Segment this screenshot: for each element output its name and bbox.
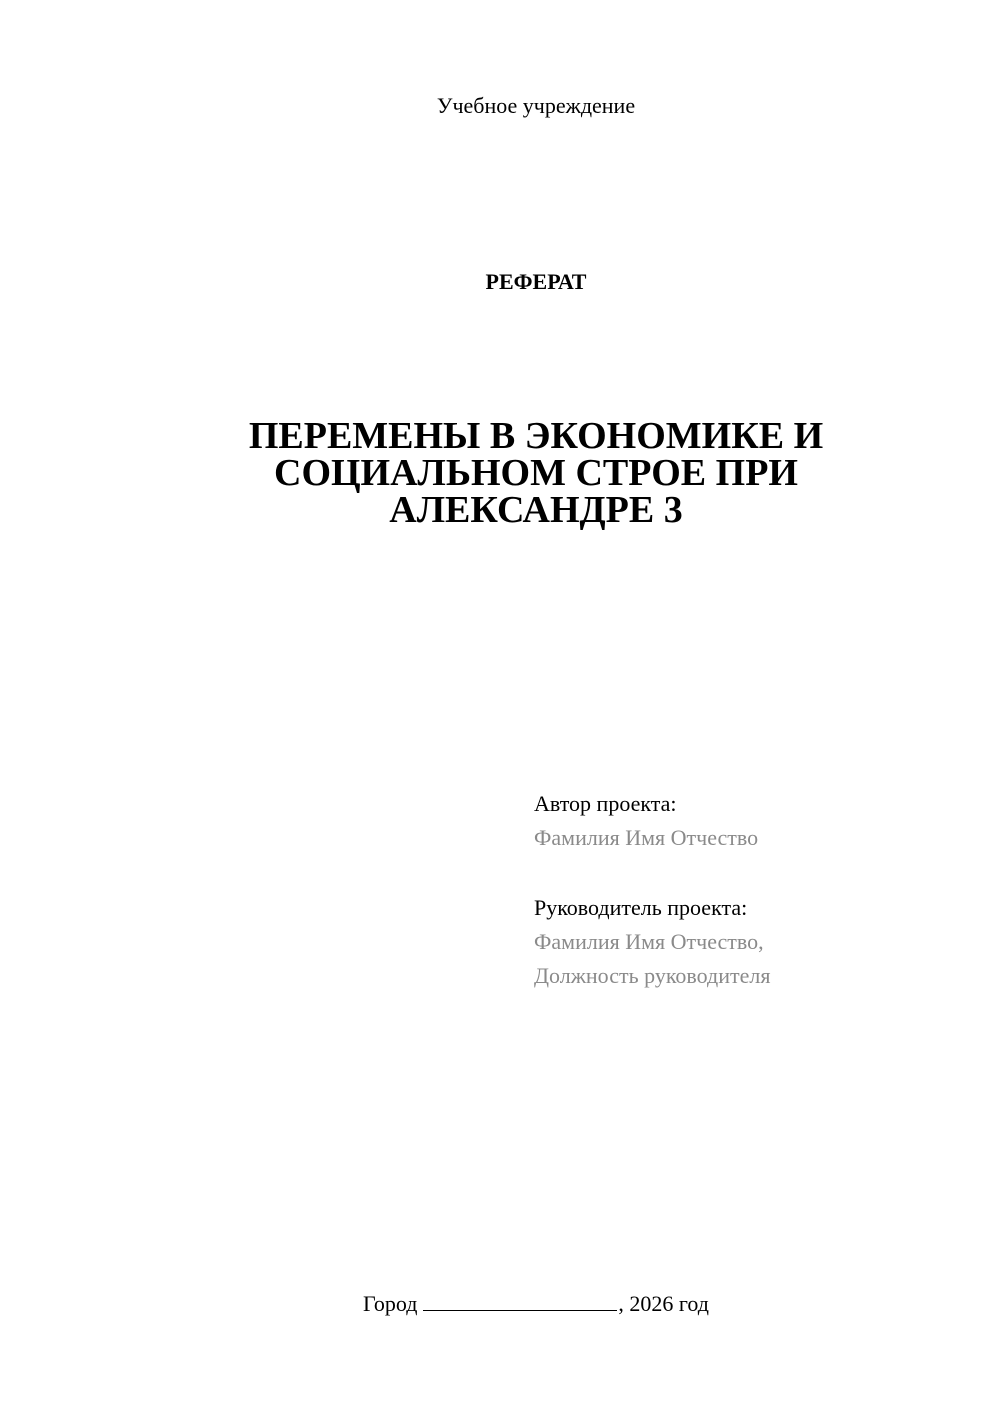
- author-name: Фамилия Имя Отчество: [534, 825, 759, 850]
- author-label: Автор проекта:: [534, 791, 677, 816]
- footer-city-year: [0, 1290, 1000, 1318]
- credits-block: [534, 787, 974, 993]
- year-text: , 2026 год: [618, 1291, 709, 1316]
- city-blank-line: [423, 1290, 617, 1311]
- supervisor-name: Фамилия Имя Отчество,: [534, 929, 764, 954]
- document-title: [200, 415, 872, 531]
- credits-spacer: [534, 855, 974, 891]
- title-line-2: СОЦИАЛЬНОМ СТРОЕ ПРИ: [274, 452, 798, 494]
- title-line-3: АЛЕКСАНДРЕ 3: [389, 489, 683, 531]
- supervisor-label: Руководитель проекта:: [534, 895, 748, 920]
- city-label: Город: [363, 1291, 418, 1316]
- institution-name: Учебное учреждение: [436, 93, 636, 118]
- supervisor-position: Должность руководителя: [534, 963, 771, 988]
- document-type: РЕФЕРАТ: [485, 269, 587, 294]
- title-line-1: ПЕРЕМЕНЫ В ЭКОНОМИКЕ И: [248, 415, 824, 457]
